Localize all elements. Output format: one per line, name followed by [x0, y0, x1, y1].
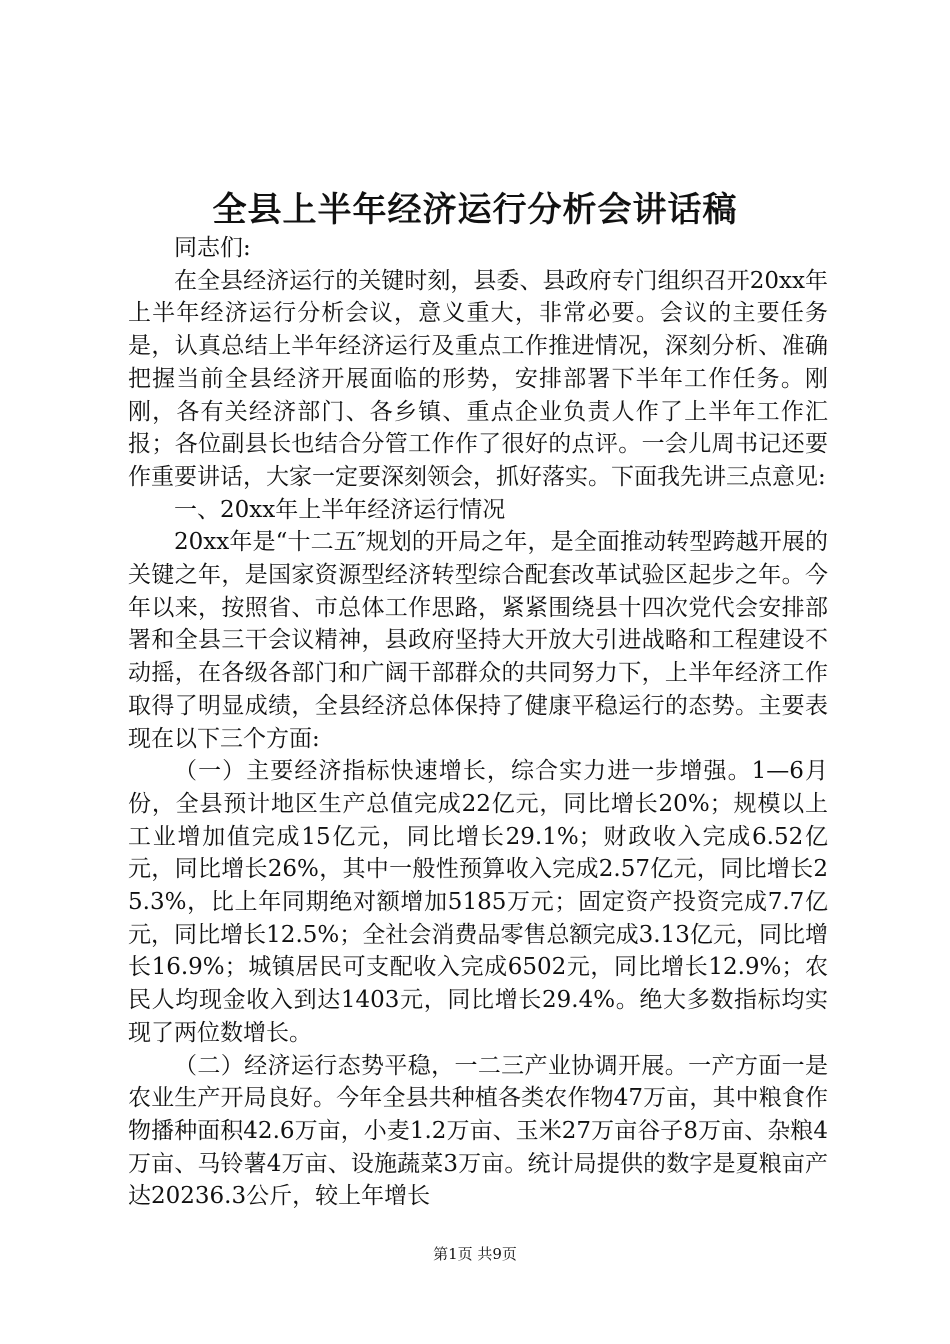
page-number-footer: 第1页 共9页 — [433, 1245, 517, 1263]
intro-paragraph: 在全县经济运行的关键时刻，县委、县政府专门组织召开20xx年上半年经济运行分析会议，意义重大，非常必要。会议的主要任务是，认真总结上半年经济运行及重点工作推进情况，深刻分析、准确把握当前全县经济开展面临的形势，安排部署下半年工作任务。刚刚，各有关经济部门、各乡镇、重点企业负责人作了上半年工作汇报；各位副县长也结合分管工作作了很好的点评。一会儿周书记还要作重要讲话，大家一定要深刻领会，抓好落实。下面我先讲三点意见: — [128, 267, 828, 490]
section-heading-1: 一、20xx年上半年经济运行情况 — [174, 496, 506, 523]
indicators-paragraph: （一）主要经济指标快速增长，综合实力进一步增强。1—6月份，全县预计地区生产总值完成22亿元，同比增长20%；规模以上工业增加值完成15亿元，同比增长29.1%；财政收入完成6.52亿元，同比增长26%，其中一般性预算收入完成2.57亿元，同比增长25.3%，比上年同期绝对额增加5185万元；固定资产投资完成7.7亿元，同比增长12.5%；全社会消费品零售总额完成3.13亿元，同比增长16.9%；城镇居民可支配收入完成6502元，同比增长12.9%；农民人均现金收入到达1403元，同比增长29.4%。绝大多数指标均实现了两位数增长。 — [128, 758, 828, 1046]
industry-paragraph: （二）经济运行态势平稳，一二三产业协调开展。一产方面一是农业生产开局良好。今年全县共种植各类农作物47万亩，其中粮食作物播种面积42.6万亩，小麦1.2万亩、玉米27万亩谷子8万亩、杂粮4万亩、马铃薯4万亩、设施蔬菜3万亩。统计局提供的数字是夏粮亩产达20236.3公斤，较上年增长 — [128, 1052, 828, 1210]
document-title: 全县上半年经济运行分析会讲话稿 — [212, 190, 738, 230]
document-body — [128, 232, 828, 1213]
salutation-paragraph: 同志们: — [174, 235, 251, 261]
overview-paragraph: 20xx年是“十二五″规划的开局之年，是全面推动转型跨越开展的关键之年，是国家资源型经济转型综合配套改革试验区起步之年。今年以来，按照省、市总体工作思路，紧紧围绕县十四次党代会安排部署和全县三干会议精神，县政府坚持大开放大引进战略和工程建设不动摇，在各级各部门和广阔干部群众的共同努力下，上半年经济工作取得了明显成绩，全县经济总体保持了健康平稳运行的态势。主要表现在以下三个方面: — [128, 529, 828, 752]
